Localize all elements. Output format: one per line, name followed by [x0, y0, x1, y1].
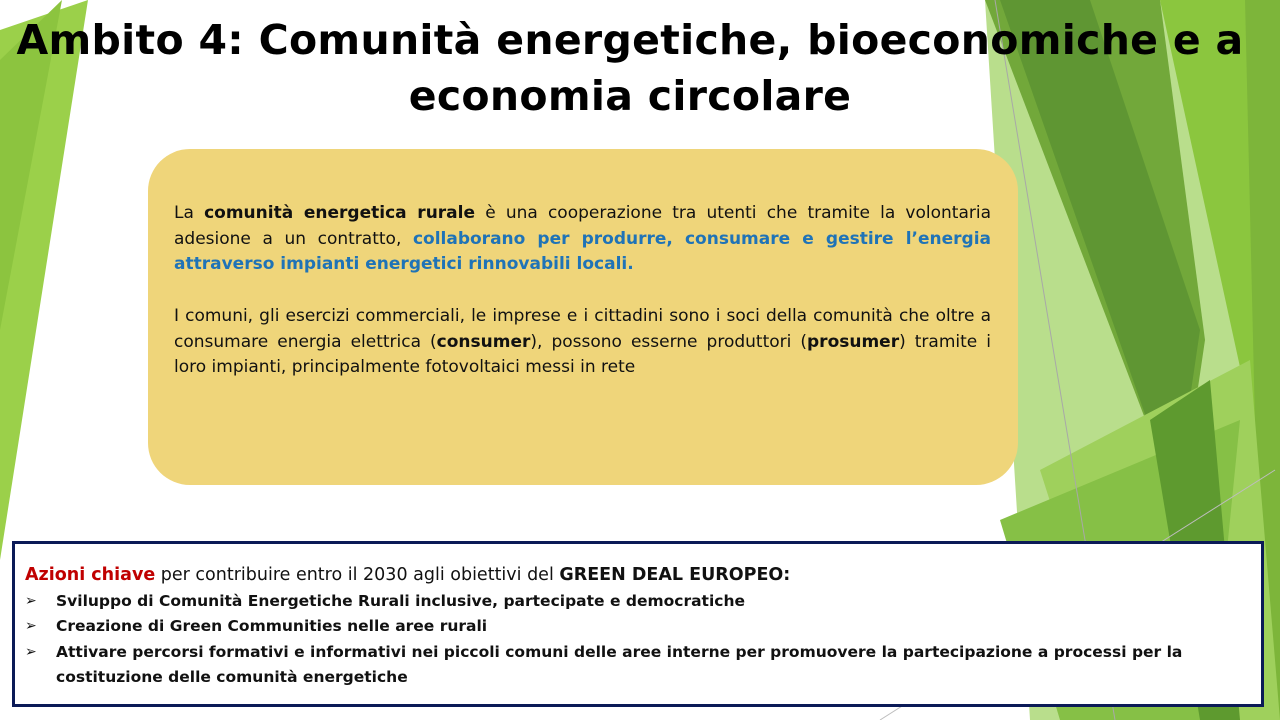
para1-prefix: La: [174, 203, 205, 223]
key-action-text: Sviluppo di Comunità Energetiche Rurali inclusive, partecipate e democratiche: [56, 592, 746, 610]
term-comunita-energetica-rurale: comunità energetica rurale: [204, 203, 476, 223]
arrowhead-bullet-icon: ➢: [25, 644, 37, 660]
definition-card: [148, 149, 1018, 485]
key-actions-intro: per contribuire entro il 2030 agli obiettivi del: [155, 565, 560, 585]
term-prosumer: prosumer: [807, 331, 900, 352]
para1-middle: è una cooperazione tra utenti che tramite la volontaria adesione a un contratto,: [174, 203, 992, 249]
para2-part2: ), possono esserne produttori (: [530, 331, 808, 352]
key-action-item: [25, 589, 1225, 614]
definition-paragraph: [174, 201, 991, 278]
key-action-item: [25, 640, 1205, 690]
key-action-text: Creazione di Green Communities nelle aree rurali: [56, 617, 488, 635]
arrowhead-bullet-icon: ➢: [25, 593, 37, 609]
para2-part1: I comuni, gli esercizi commerciali, le imprese e i cittadini sono i soci della comunità che oltre a consumare energia elettrica (: [174, 306, 991, 352]
para1-highlight: collaborano per produrre, consumare e gestire l’energia attraverso impianti energetici rinnovabili locali.: [174, 228, 991, 274]
para2-part3: ) tramite i loro impianti, principalmente fotovoltaici messi in rete: [174, 331, 991, 377]
arrowhead-bullet-icon: ➢: [25, 618, 37, 634]
key-actions-label: Azioni chiave: [25, 565, 156, 585]
slide-title-line-1: Ambito 4: Comunità energetiche, bioeconomiche e a: [16, 16, 1244, 64]
key-action-text: Attivare percorsi formativi e informativi nei piccoli comuni delle aree interne per promuovere la partecipazione a processi per la costituzione delle comunità energetiche: [56, 643, 1183, 686]
key-actions-box: [12, 541, 1264, 707]
term-consumer: consumer: [436, 331, 531, 352]
key-actions-target: GREEN DEAL EUROPEO:: [559, 565, 791, 585]
members-paragraph: [174, 304, 991, 381]
key-action-item: [25, 614, 1225, 639]
key-actions-heading: [25, 565, 790, 585]
slide-title-line-2: economia circolare: [408, 72, 852, 120]
